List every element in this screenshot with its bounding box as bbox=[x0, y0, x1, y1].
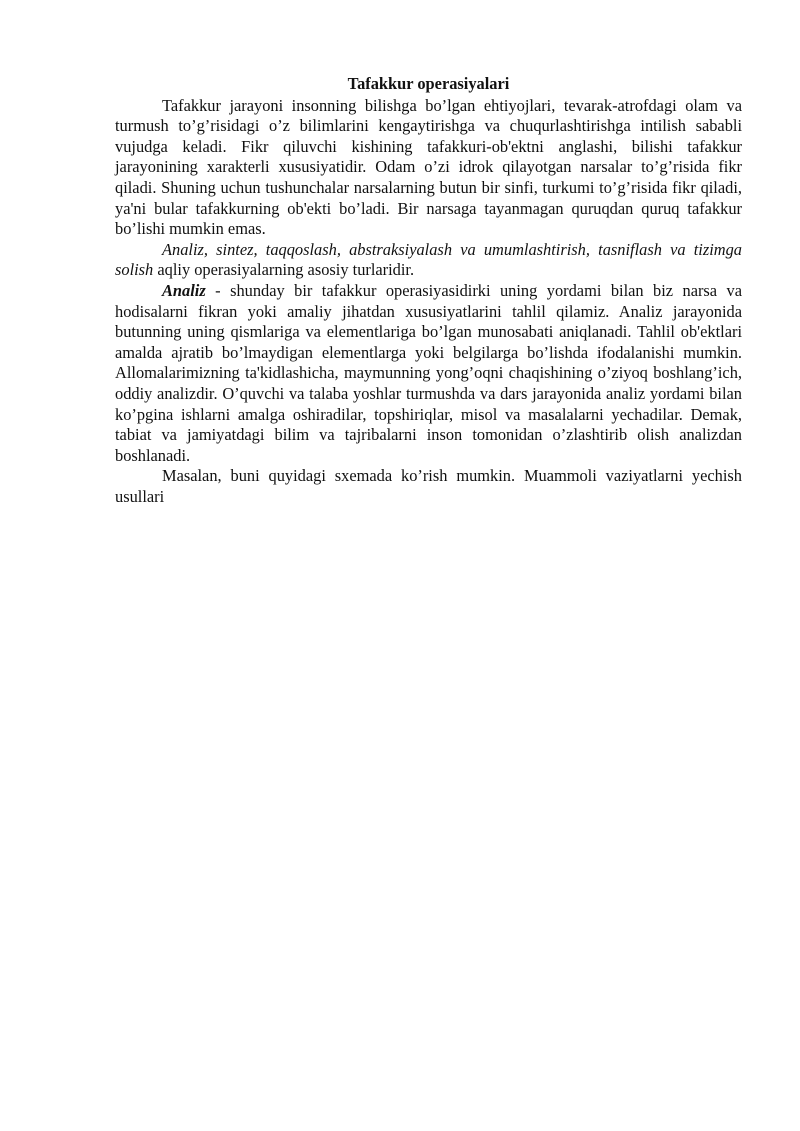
paragraph-example: Masalan, buni quyidagi sxemada ko’rish mumkin. Muammoli vaziyatlarni yechish usullari bbox=[115, 466, 742, 506]
analysis-term: Analiz bbox=[162, 280, 206, 300]
paragraph-operations bbox=[115, 240, 742, 281]
operations-list-rest: aqliy operasiyalarning asosiy turlaridir. bbox=[153, 260, 415, 280]
analysis-definition: - shunday bir tafakkur operasiyasidirki uning yordami bilan biz narsa va hodisalarni fikran yoki amaliy jihatdan xususiyatlarini tahlil qilamiz. Analiz jarayonida butunning uning qismlariga va elementlariga bo’lgan munosabati aniqlanadi. Tahlil ob'ektlari amalda ajratib bo’lmaydigan elementlarga yoki belgilarga bo’lishda ifodalanishi mumkin. Allomalarimizning ta'kidlashicha, maymunning yong’oqni chaqishining o’ziyoq boshlang’ich, oddiy analizdir. O’quvchi va talaba yoshlar turmushda va dars jarayonida analiz yordami bilan ko’pgina ishlarni amalga oshiradilar, topshiriqlar, misol va masalalarni yechadilar. Demak, tabiat va jamiyatdagi bilim va tajribalarni inson tomonidan o’zlashtirib olish analizdan boshlanadi. bbox=[115, 280, 742, 465]
paragraph-analysis bbox=[115, 281, 742, 466]
document-title: Tafakkur operasiyalari bbox=[347, 74, 510, 93]
document-page bbox=[115, 74, 742, 507]
paragraph-intro: Tafakkur jarayoni insonning bilishga bo’lgan ehtiyojlari, tevarak-atrofdagi olam va turmush to’g’risidagi o’z bilimlarini kengaytirishga va chuqurlashtirishga intilish sababli vujudga keladi. Fikr qiluvchi kishining tafakkuri-ob'ektni anglashi, bilishi tafakkur jarayonining xarakterli xususiyatidir. Odam o’zi idrok qilayotgan narsalar to’g’risida fikr qiladi. Shuning uchun tushunchalar narsalarning butun bir sinfi, turkumi to’g’risida fikr qiladi, ya'ni bular tafakkurning ob'ekti bo’ladi. Bir narsaga tayanmagan quruqdan quruq tafakkur bo’lishi mumkin emas. bbox=[115, 95, 742, 239]
operations-list-italic: Analiz, sintez, taqqoslash, abstraksiyalash va umumlashtirish, tasniflash va tizimga solish bbox=[115, 239, 742, 280]
